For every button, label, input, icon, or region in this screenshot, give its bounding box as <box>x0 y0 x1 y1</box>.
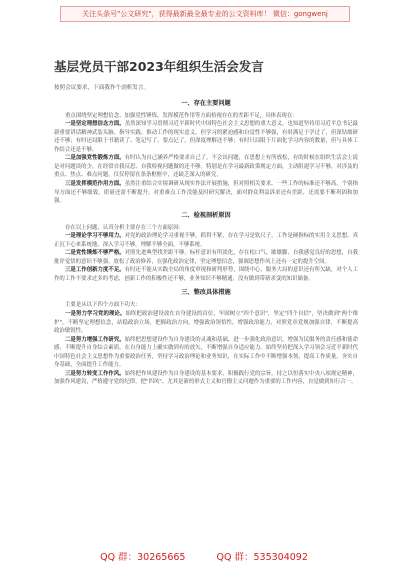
paragraph: 二是努力增强工作研究。始终把思想建设作为自身建设的灵魂和基础，进一步强化政治意识，增强为民服务的责任感和使命感，不断提升自身综合素质，在自身能力上确实做到有的放矢，不断增强自身适应能力。始终坚持把深入学习领会习近平新时代中国特色社会主义思想作为重要政治任务，坚持学习政治理论和业务知识，在实际工作中不断增强本领，提高工作质量，夯实自身基础，全面提升工作能力。 <box>54 336 358 369</box>
paragraph: 重点围绕坚定理想信念、加强党性锤炼，发挥模范作用等方面检视存在的差距不足，具体表现在： <box>65 112 298 119</box>
qq-group-1: QQ 群：30265665 <box>100 552 186 563</box>
paragraph: 主要是从以下四个方面下功夫： <box>65 302 141 309</box>
qq-group-2: QQ 群：535304092 <box>216 552 308 563</box>
paragraph: 二是加强党性锻炼方面。有时认为自己涵养严格要求自己了，不会出问题，在思想上有所放松，有的时候在组织生活会上说是对问题谈的少，在经常自我反思、自我检视问题做的还不够。特别是在学习最新政策规定方面，主动阻遏学习不够，对涉及的重点、焦点、难点问题，仅仅停留在条条框框中，还缺乏深入的研究。 <box>54 155 358 179</box>
paragraph: 三是工作创新力度不足。有时还不能从实践全局的角度审视和研判形势，围绕中心、服务大局的意识还有所欠缺，对个人工作的工作不要求过多的考虑，创新工作的积极性还不够，业务知识不够精通，没有做到带新求变的知识储备。 <box>54 267 358 282</box>
intro-paragraph: 按照会议要求，下面我作个剖析发言。 <box>54 85 150 91</box>
paragraph: 一是努力学习党的理论。始终把政治建设放在自身建设的首位，牢固树立"四个意识"，坚定"四个自信"，坚决做到"两个维护"，不断坚定理想信念，站稳政治立场，把握政治方向，增强政治领悟性，增强政治能力，对照党章党规加强自律，不断提高政治敏锐性。 <box>54 310 358 335</box>
top-banner[interactable]: 关注头条号"公文研究"，获得最新最全最专业的公文资料库！ 微信：gongwenj <box>60 6 350 22</box>
document-title: 基层党员干部2023年组织生活会发言 <box>54 59 264 74</box>
paragraph: 二是党性锤炼不够严格。对照先进典型找差距不够，标杆意识有所淡化，存在松口气、歇歇脚、自我感觉良好的思想，自我批评觉悟的意识不够强，放松了政治修养，在强化政治定律，坚定理想信念，强调思想作风上还有一定的提升空间。 <box>54 250 358 265</box>
paragraph: 三是发挥模范作用方面。虽然注重结合实境调研从现实作法开展措施，但对照相关要求，一些工作的标准还不够高，个别指导方面还不够细致，质量还需不断提升。对重难点工作没能及时研究解决，面对群众利益诉求还有差距，还需要不断巩固和加强。 <box>54 180 358 205</box>
paragraph: 一是坚定理想信念方面。虽然深知学习贯彻习近平新时代中国特色社会主义思想的重大意义，也知道坚持用习近平总书记最新重要讲话精神武装头脑、指导实践、推动工作的现实意义，但学习的紧迫感和自觉性不够强，有时满足于学过了，但深钻细研还不够；有时还局限于书籍读了、笔记写了、要点记了，但深度理解还不够；有时只局限于片面化学习内容的数量，但与具体工作结合还是不够。 <box>54 121 358 153</box>
paragraph: 三是努力转变工作作风。始终把作风建设作为自身建设的基本要求，积极践行党的宗旨，持之以恒落实中央八项规定精神，加强作风建设，严格遵守党的纪律，把"四风"、尤其是新的形式主义和官僚主义问题作为重要的工作内容，自觉做到知行合一。 <box>54 370 358 386</box>
section-1-heading: 一、存在主要问题 <box>181 99 231 107</box>
section-2-heading: 二、检视剖析原因 <box>181 211 231 219</box>
paragraph: 存在以上问题，认真分析主要存在三个方面原因： <box>65 224 185 231</box>
document-body <box>54 58 358 387</box>
section-3-heading: 三、整改具体措施 <box>181 289 231 297</box>
footer-contact <box>0 549 408 563</box>
paragraph: 一是理论学习不够用力。对党的政治理论学习重视不够，抓得不紧，存在学习是软尺子，工作是硬指标的实用主义思想，真正沉下心来系统地、深入学习不够，理解不够全面，不够系统。 <box>54 233 358 248</box>
